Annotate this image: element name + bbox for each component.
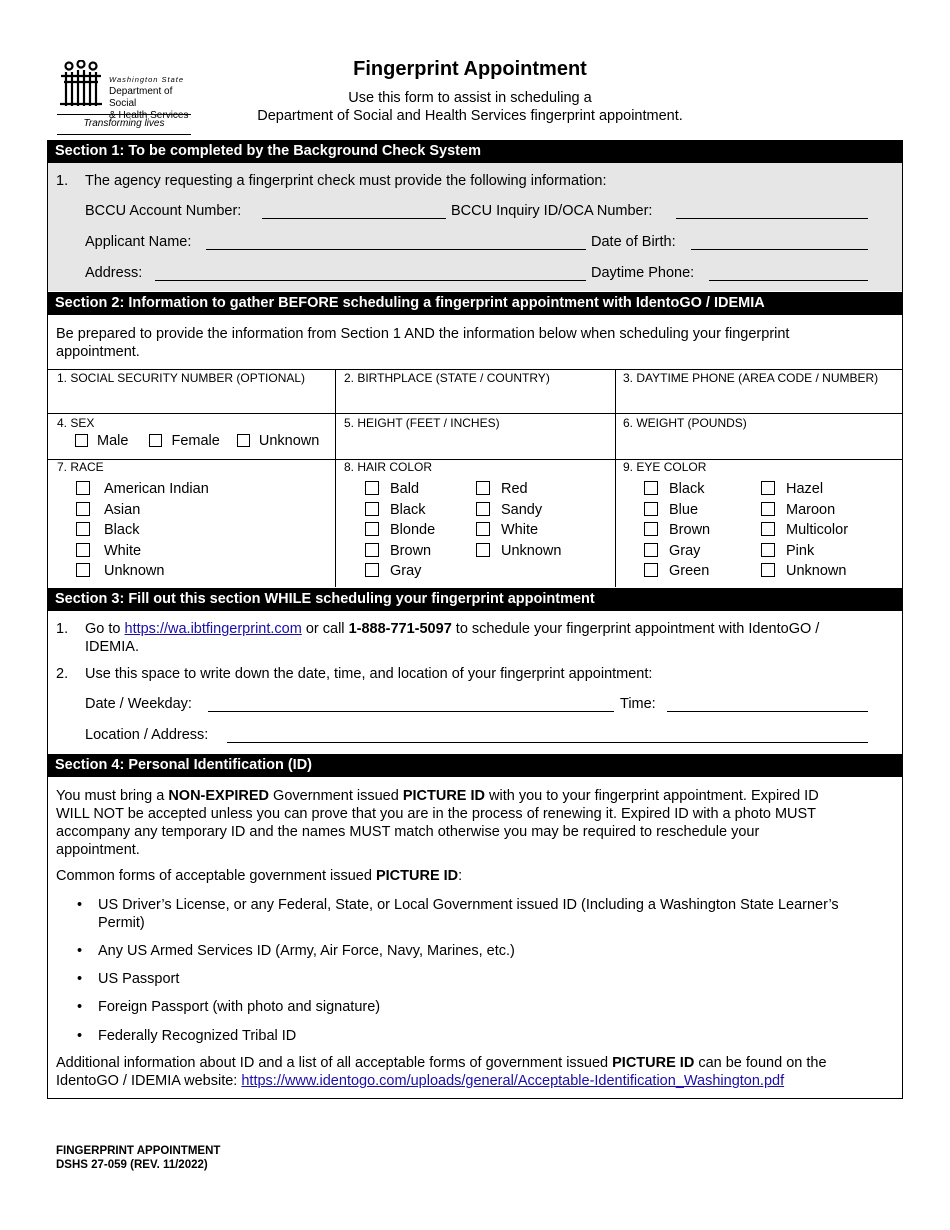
weight-label: 6. WEIGHT (POUNDS): [623, 416, 747, 430]
date-weekday-label: Date / Weekday:: [85, 696, 192, 712]
hair-checkbox[interactable]: [365, 522, 379, 536]
id-paragraph-line2: WILL NOT be accepted unless you can prove that you are in the process of renewing it. Expired ID with a photo MUST: [56, 806, 817, 822]
daytime-phone-label: Daytime Phone:: [591, 265, 695, 281]
race-option-label: Black: [104, 522, 140, 538]
race-checkbox[interactable]: [76, 522, 90, 536]
grid-line-v2: [615, 369, 616, 587]
eye-option[interactable]: [761, 479, 848, 500]
eye-option-label: Hazel: [786, 481, 824, 497]
hair-option-label: Sandy: [501, 501, 543, 518]
date-weekday-field[interactable]: [208, 711, 614, 712]
hair-option-label: Blonde: [390, 522, 436, 538]
eye-checkbox[interactable]: [644, 563, 658, 577]
id-paragraph-line4: appointment.: [56, 842, 140, 858]
hair-option-label: Black: [390, 501, 426, 518]
section3-item1-number: 1.: [56, 621, 69, 637]
time-field[interactable]: [667, 711, 868, 712]
section3-heading: Section 3: Fill out this section WHILE scheduling your fingerprint appointment: [47, 588, 903, 611]
eye-checkbox[interactable]: [761, 481, 775, 495]
eye-option[interactable]: [761, 520, 848, 541]
race-label: 7. RACE: [57, 460, 104, 474]
sex-male-label: Male: [97, 433, 129, 449]
id-bullet-text: US Driver’s License, or any Federal, State, or Local Government issued ID (Including a Washington State Learner’s: [98, 897, 839, 913]
hair-option[interactable]: [365, 541, 435, 562]
hair-option[interactable]: [365, 479, 435, 500]
id-bullet-text: Federally Recognized Tribal ID: [98, 1028, 297, 1044]
section3-item2-number: 2.: [56, 666, 69, 682]
grid-line-v1: [335, 369, 336, 587]
sex-unknown-option[interactable]: [237, 433, 319, 449]
logo-line1: Washington State: [109, 75, 185, 84]
race-checkbox[interactable]: [76, 543, 90, 557]
list-item: [77, 970, 897, 988]
eye-option-label: Black: [669, 481, 705, 497]
eye-checkbox[interactable]: [644, 481, 658, 495]
hair-option[interactable]: [365, 500, 435, 521]
location-label: Location / Address:: [85, 727, 209, 743]
picture-id-emphasis: PICTURE ID: [375, 868, 459, 884]
hair-option[interactable]: [476, 520, 561, 541]
grid-line-h1: [48, 369, 902, 370]
picture-id-emphasis: PICTURE ID: [402, 788, 485, 804]
section3-item1-post: to schedule your fingerprint appointment with IdentoGO /: [451, 621, 820, 637]
bccu-inquiry-field[interactable]: [676, 218, 868, 219]
page-subtitle-1: Use this form to assist in scheduling a: [348, 90, 592, 106]
race-option-label: Asian: [104, 501, 141, 518]
sex-female-label: Female: [171, 433, 220, 449]
race-options: [76, 479, 209, 582]
bullet-icon: •: [77, 943, 83, 959]
eye-checkbox[interactable]: [761, 543, 775, 557]
logo-line3: & Health Services: [109, 110, 189, 121]
sex-label: 4. SEX: [57, 416, 95, 430]
id-text: can be found on the: [694, 1055, 827, 1071]
hair-checkbox[interactable]: [365, 481, 379, 495]
race-option[interactable]: [76, 479, 209, 500]
section3-item1-pre: Go to: [85, 621, 125, 637]
eye-option[interactable]: [644, 500, 710, 521]
id-bullet-text: Foreign Passport (with photo and signature): [98, 999, 381, 1015]
id-bullet-text: Any US Armed Services ID (Army, Air Force, Navy, Marines, etc.): [98, 943, 515, 959]
id-paragraph-line1: [56, 787, 896, 805]
bccu-account-field[interactable]: [262, 218, 446, 219]
eye-options-col2: [761, 479, 848, 582]
applicant-name-label: Applicant Name:: [85, 234, 192, 250]
eye-option-label: Maroon: [786, 501, 836, 518]
section3-item1-mid: or call: [301, 621, 349, 637]
section3-item2-text: Use this space to write down the date, time, and location of your fingerprint appointment:: [85, 666, 653, 682]
eye-option[interactable]: [761, 541, 848, 562]
eye-option-label: Blue: [669, 501, 699, 518]
eye-option-label: Pink: [786, 542, 815, 559]
eye-option-label: Unknown: [786, 563, 847, 579]
dob-field[interactable]: [691, 249, 868, 250]
hair-option-label: White: [501, 522, 539, 538]
sex-unknown-label: Unknown: [258, 433, 320, 449]
sex-options: [75, 433, 319, 449]
dob-label: Date of Birth:: [591, 234, 676, 250]
id-text: Additional information about ID and a list of all acceptable forms of government issued: [56, 1055, 613, 1071]
sex-female-option[interactable]: [149, 433, 219, 449]
bccu-account-label: BCCU Account Number:: [85, 203, 242, 219]
ssn-label: 1. SOCIAL SECURITY NUMBER (OPTIONAL): [57, 371, 306, 385]
daytime-phone-field[interactable]: [709, 280, 868, 281]
id-text: Common forms of acceptable government issued: [56, 868, 376, 884]
hair-option-label: Gray: [390, 563, 422, 579]
section3-item1-cont: IDEMIA.: [85, 639, 139, 655]
picture-id-emphasis: PICTURE ID: [612, 1055, 695, 1071]
id-paragraph-line3: accompany any temporary ID and the names MUST match otherwise you may be required to reschedule your: [56, 824, 760, 840]
eye-option-label: Green: [669, 563, 710, 579]
race-checkbox[interactable]: [76, 481, 90, 495]
id-bullet-text-cont: Permit): [98, 915, 145, 931]
time-label: Time:: [620, 696, 656, 712]
id-text: IdentoGO / IDEMIA website:: [56, 1073, 242, 1089]
hair-options-col2: [476, 479, 561, 561]
hair-checkbox[interactable]: [476, 543, 490, 557]
hair-checkbox[interactable]: [476, 481, 490, 495]
section1-intro: The agency requesting a fingerprint check must provide the following information:: [85, 173, 607, 189]
bccu-inquiry-label: BCCU Inquiry ID/OCA Number:: [451, 203, 653, 219]
list-item: [77, 896, 897, 932]
section1-item-number: 1.: [56, 173, 69, 189]
list-item: [77, 1027, 897, 1045]
eye-checkbox[interactable]: [644, 502, 658, 516]
additional-info-line1: [56, 1054, 896, 1072]
eye-checkbox[interactable]: [644, 522, 658, 536]
eye-option[interactable]: [644, 541, 710, 562]
additional-info-line2: [56, 1072, 896, 1090]
hair-label: 8. HAIR COLOR: [344, 460, 433, 474]
eye-option[interactable]: [644, 479, 710, 500]
height-label: 5. HEIGHT (FEET / INCHES): [344, 416, 500, 430]
logo-divider-bottom: [57, 134, 191, 135]
additional-info-paragraph: [56, 1054, 896, 1090]
hair-option[interactable]: [365, 520, 435, 541]
address-field[interactable]: [155, 280, 586, 281]
logo-tagline: Transforming lives: [83, 118, 165, 129]
common-id-intro: [56, 868, 462, 884]
bullet-icon: •: [77, 897, 83, 913]
hair-option[interactable]: [476, 541, 561, 562]
id-text: :: [458, 868, 463, 884]
bullet-icon: •: [77, 999, 83, 1015]
race-option-label: Unknown: [104, 563, 165, 579]
race-checkbox[interactable]: [76, 563, 90, 577]
eye-checkbox[interactable]: [761, 502, 775, 516]
id-text: You must bring a: [56, 788, 169, 804]
grid-line-h3: [48, 459, 902, 460]
hair-option[interactable]: [476, 500, 561, 521]
race-checkbox[interactable]: [76, 502, 90, 516]
eye-option[interactable]: [761, 500, 848, 521]
race-option[interactable]: [76, 520, 209, 541]
hair-option-label: Red: [501, 481, 528, 497]
race-option-label: American Indian: [104, 481, 209, 497]
id-requirements-paragraph: [56, 787, 896, 859]
section2-intro: Be prepared to provide the information from Section 1 AND the information below when scheduling your fingerprint appointment.: [56, 326, 790, 360]
hair-checkbox[interactable]: [476, 502, 490, 516]
eye-checkbox[interactable]: [644, 543, 658, 557]
page-subtitle-2: Department of Social and Health Services fingerprint appointment.: [257, 108, 683, 124]
race-option[interactable]: [76, 541, 209, 562]
race-option-label: White: [104, 542, 142, 559]
race-option[interactable]: [76, 500, 209, 521]
list-item: [77, 998, 897, 1016]
id-bullet-list: [77, 896, 897, 1045]
hair-option[interactable]: [365, 561, 435, 582]
hair-checkbox[interactable]: [476, 522, 490, 536]
bullet-icon: •: [77, 971, 83, 987]
footer-form-name: FINGERPRINT APPOINTMENT: [56, 1145, 221, 1157]
eye-option[interactable]: [644, 520, 710, 541]
list-item: [77, 942, 897, 960]
non-expired-emphasis: NON-EXPIRED: [168, 788, 270, 804]
sex-female-checkbox[interactable]: [149, 434, 162, 447]
sex-male-checkbox[interactable]: [75, 434, 88, 447]
bullet-icon: •: [77, 1028, 83, 1044]
id-text: with you to your fingerprint appointment. Expired ID: [485, 788, 819, 804]
birthplace-label: 2. BIRTHPLACE (STATE / COUNTRY): [344, 371, 550, 385]
eye-option[interactable]: [644, 561, 710, 582]
sex-male-option[interactable]: [75, 433, 128, 449]
hair-option-label: Unknown: [501, 542, 562, 559]
eye-option-label: Multicolor: [786, 522, 849, 538]
ibt-fingerprint-link[interactable]: https://wa.ibtfingerprint.com: [124, 621, 302, 637]
eye-option-label: Brown: [669, 522, 711, 538]
section4-heading: Section 4: Personal Identification (ID): [47, 754, 903, 777]
id-text: Government issued: [269, 788, 403, 804]
race-option[interactable]: [76, 561, 209, 582]
sex-unknown-checkbox[interactable]: [237, 434, 250, 447]
eye-label: 9. EYE COLOR: [623, 460, 707, 474]
grid-line-h2: [48, 413, 902, 414]
hair-checkbox[interactable]: [365, 502, 379, 516]
logo-line2: Department of Social: [109, 86, 173, 109]
eye-option[interactable]: [761, 561, 848, 582]
hair-option[interactable]: [476, 479, 561, 500]
phone-label: 3. DAYTIME PHONE (AREA CODE / NUMBER): [623, 371, 879, 385]
hair-checkbox[interactable]: [365, 543, 379, 557]
schedule-phone-number: 1-888-771-5097: [348, 621, 452, 637]
section1-heading: Section 1: To be completed by the Background Check System: [47, 140, 903, 163]
hair-checkbox[interactable]: [365, 563, 379, 577]
hair-option-label: Bald: [390, 481, 420, 497]
applicant-name-field[interactable]: [206, 249, 586, 250]
section3-item1: [85, 621, 885, 637]
page-title: Fingerprint Appointment: [353, 58, 587, 80]
acceptable-id-link[interactable]: https://www.identogo.com/uploads/general/Acceptable-Identification_Washington.pdf: [241, 1073, 785, 1089]
eye-checkbox[interactable]: [761, 563, 775, 577]
hair-options-col1: [365, 479, 435, 582]
address-label: Address:: [85, 265, 143, 281]
eye-checkbox[interactable]: [761, 522, 775, 536]
eye-option-label: Gray: [669, 542, 701, 559]
section2-heading: Section 2: Information to gather BEFORE scheduling a fingerprint appointment with IdentoGO / IDEMIA: [47, 292, 903, 315]
eye-options-col1: [644, 479, 710, 582]
id-bullet-text: US Passport: [98, 971, 180, 987]
footer-form-number: DSHS 27-059 (REV. 11/2022): [56, 1159, 208, 1171]
hair-option-label: Brown: [390, 542, 432, 559]
location-field[interactable]: [227, 742, 868, 743]
